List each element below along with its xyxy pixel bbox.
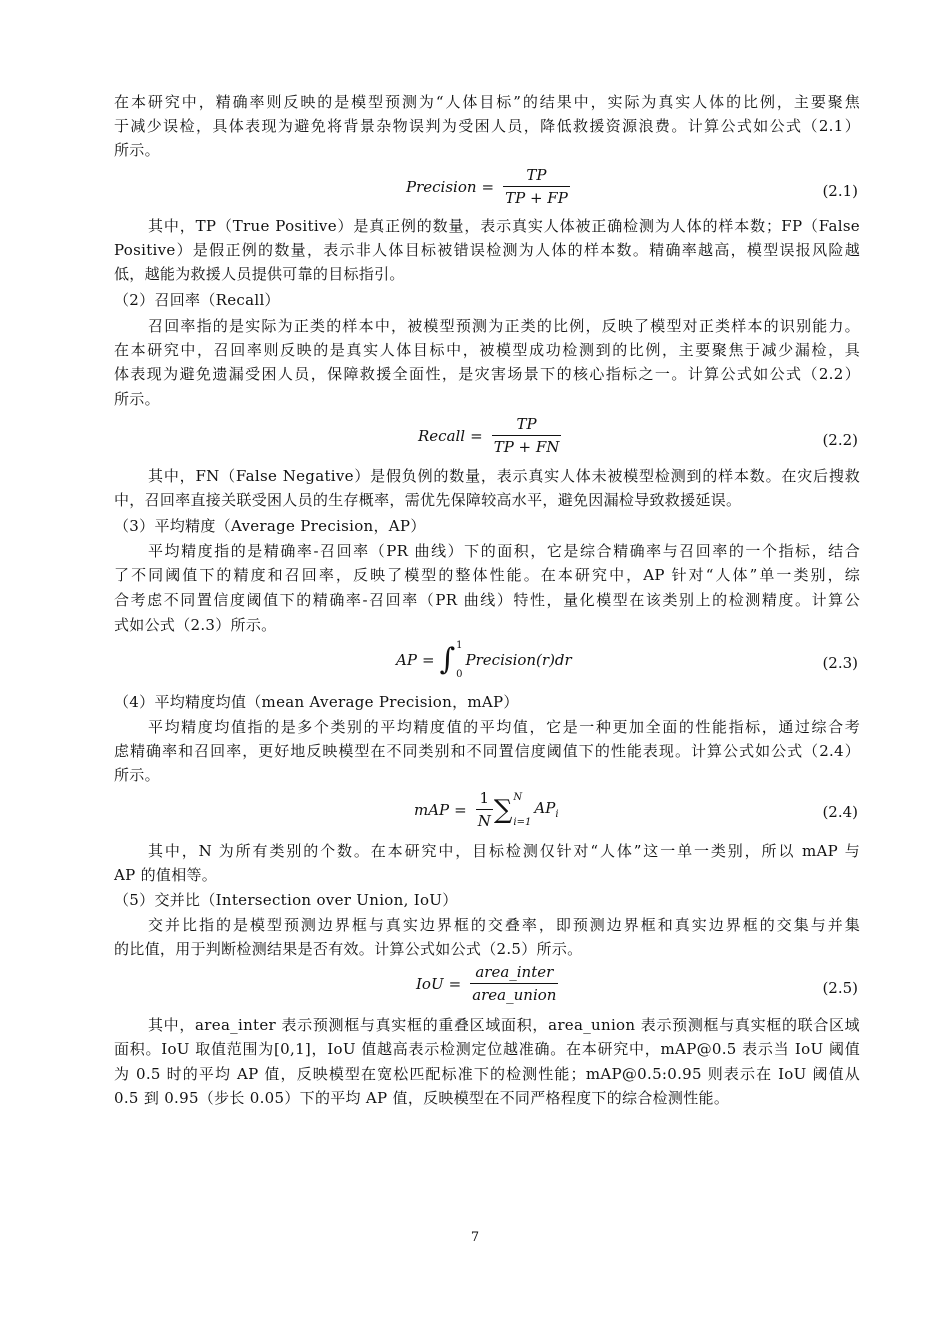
upper-limit: N [513, 791, 523, 803]
numerator: 1 [479, 789, 490, 807]
equation-number: (2.4) [822, 803, 858, 821]
eq-lhs: IoU [416, 974, 444, 993]
lower-limit: i=1 [513, 816, 532, 828]
eq-lhs: Precision [406, 177, 477, 196]
equals-sign: = [454, 800, 467, 819]
integral-sign: ∫ [439, 642, 456, 677]
paragraph-line: 于减少误检，具体表现为避免将背景杂物误判为受困人员，降低救援资源浪费。计算公式如公式（2.1） [114, 117, 860, 135]
paragraph-line: 的比值，用于判断检测结果是否有效。计算公式如公式（2.5）所示。 [114, 940, 583, 958]
equals-sign: = [448, 974, 462, 993]
page-number: 7 [470, 1230, 480, 1245]
paragraph-line: 其中，area_inter 表示预测框与真实框的重叠区域面积，area_union 表示预测框与真实框的联合区域 [148, 1016, 860, 1034]
paragraph-line: AP 的值相等。 [114, 866, 218, 884]
paragraph-line: 0.5 到 0.95（步长 0.05）下的平均 AP 值，反映模型在不同严格程度下的综合检测性能。 [114, 1089, 730, 1107]
equation-number: (2.2) [822, 431, 858, 449]
equals-sign: = [421, 651, 435, 669]
paragraph-line: 合考虑不同置信度阈值下的精确率-召回率（PR 曲线）特性，量化模型在该类别上的检测精度。计算公 [114, 591, 860, 609]
paragraph-line: 为 0.5 时的平均 AP 值，反映模型在宽松匹配标准下的检测性能；mAP@0.5:0.95 则表示在 IoU 阈值从 [114, 1065, 860, 1083]
eq-lhs: mAP [414, 800, 450, 819]
paragraph-line: 在本研究中，精确率则反映的是模型预测为“人体目标”的结果中，实际为真实人体的比例，主要聚焦 [114, 93, 860, 111]
paragraph-line: 平均精度指的是精确率-召回率（PR 曲线）下的面积，它是综合精确率与召回率的一个指标，结合 [148, 542, 860, 560]
equation-2-5 [0, 963, 950, 1015]
paragraph-line: 式如公式（2.3）所示。 [114, 616, 277, 634]
paragraph-line: 了不同阈值下的精度和召回率，反映了模型的整体性能。在本研究中，AP 针对“人体”单一类别，综 [114, 566, 860, 584]
summation [494, 792, 535, 828]
numerator: TP [526, 166, 547, 184]
equation-number: (2.1) [822, 182, 858, 200]
paragraph-line: 其中，TP（True Positive）是真正例的数量，表示真实人体被正确检测为人体的样本数；FP（False [148, 217, 860, 235]
eq-lhs: AP [396, 651, 417, 669]
integral-limits [456, 640, 462, 680]
integrand: Precision(r)dr [465, 651, 572, 669]
paragraph-line: 体表现为避免遗漏受困人员，保障救援全面性，是灾害场景下的核心指标之一。计算公式如公式（2.2） [114, 365, 860, 383]
paragraph-line: 所示。 [114, 141, 160, 159]
subscript-i: i [555, 809, 559, 820]
upper-limit: 1 [456, 640, 463, 651]
equation-number: (2.3) [822, 654, 858, 672]
section-heading: （5）交并比（Intersection over Union, IoU） [114, 891, 458, 909]
denominator: TP + FP [503, 186, 570, 207]
paragraph-line: 平均精度均值指的是多个类别的平均精度值的平均值，它是一种更加全面的性能指标，通过综合考 [148, 718, 860, 736]
equation-2-2 [0, 415, 950, 467]
paragraph-line: 虑精确率和召回率，更好地反映模型在不同类别和不同置信度阈值下的性能表现。计算公式如公式（2.4） [114, 742, 860, 760]
paragraph-line: 低，越能为救援人员提供可靠的目标指引。 [114, 265, 405, 283]
paragraph-line: 交并比指的是模型预测边界框与真实边界框的交叠率，即预测边界框和真实边界框的交集与并集 [148, 916, 860, 934]
sum-limits [513, 792, 531, 828]
lower-limit: 0 [456, 669, 463, 680]
denominator: N [476, 809, 493, 830]
equation-2-4 [0, 789, 950, 841]
sum-term [534, 799, 558, 820]
denominator: area_union [470, 983, 558, 1004]
paragraph-line: 其中，FN（False Negative）是假负例的数量，表示真实人体未被模型检测到的样本数。在灾后搜救 [148, 467, 860, 485]
paragraph-line: 在本研究中，召回率则反映的是真实人体目标中，被模型成功检测到的比例，主要聚焦于减少漏检，具 [114, 341, 860, 359]
integral [440, 640, 466, 680]
paragraph-line: 所示。 [114, 766, 160, 784]
paragraph-line: 所示。 [114, 390, 160, 408]
fraction [492, 415, 562, 456]
paragraph-line: 召回率指的是实际为正类的样本中，被模型预测为正类的比例，反映了模型对正类样本的识别能力。 [148, 317, 860, 335]
numerator: TP [516, 415, 537, 433]
equation-2-3 [0, 640, 950, 692]
paragraph-line: 中，召回率直接关联受困人员的生存概率，需优先保障较高水平，避免因漏检导致救援延误。 [114, 491, 742, 509]
denominator: TP + FN [492, 435, 562, 456]
section-heading: （4）平均精度均值（mean Average Precision，mAP） [114, 693, 519, 711]
fraction [476, 789, 493, 830]
paragraph-line: 其中，N 为所有类别的个数。在本研究中，目标检测仅针对“人体”这一单一类别，所以 mAP 与 [148, 842, 860, 860]
equation-number: (2.5) [822, 979, 858, 997]
section-heading: （3）平均精度（Average Precision，AP） [114, 517, 426, 535]
sum-sign: ∑ [493, 794, 513, 825]
section-heading: （2）召回率（Recall） [114, 291, 280, 309]
term-ap: AP [534, 799, 556, 817]
paragraph-line: Positive）是假正例的数量，表示非人体目标被错误检测为人体的样本数。精确率越高，模型误报风险越 [114, 241, 860, 259]
equation-2-1 [0, 166, 950, 218]
fraction [470, 963, 558, 1004]
fraction [503, 166, 570, 207]
numerator: area_inter [475, 963, 554, 981]
paragraph-line: 面积。IoU 取值范围为[0,1]，IoU 值越高表示检测定位越准确。在本研究中，mAP@0.5 表示当 IoU 阈值 [114, 1040, 860, 1058]
equals-sign: = [481, 177, 495, 196]
eq-lhs: Recall [418, 426, 466, 445]
equals-sign: = [470, 426, 483, 445]
